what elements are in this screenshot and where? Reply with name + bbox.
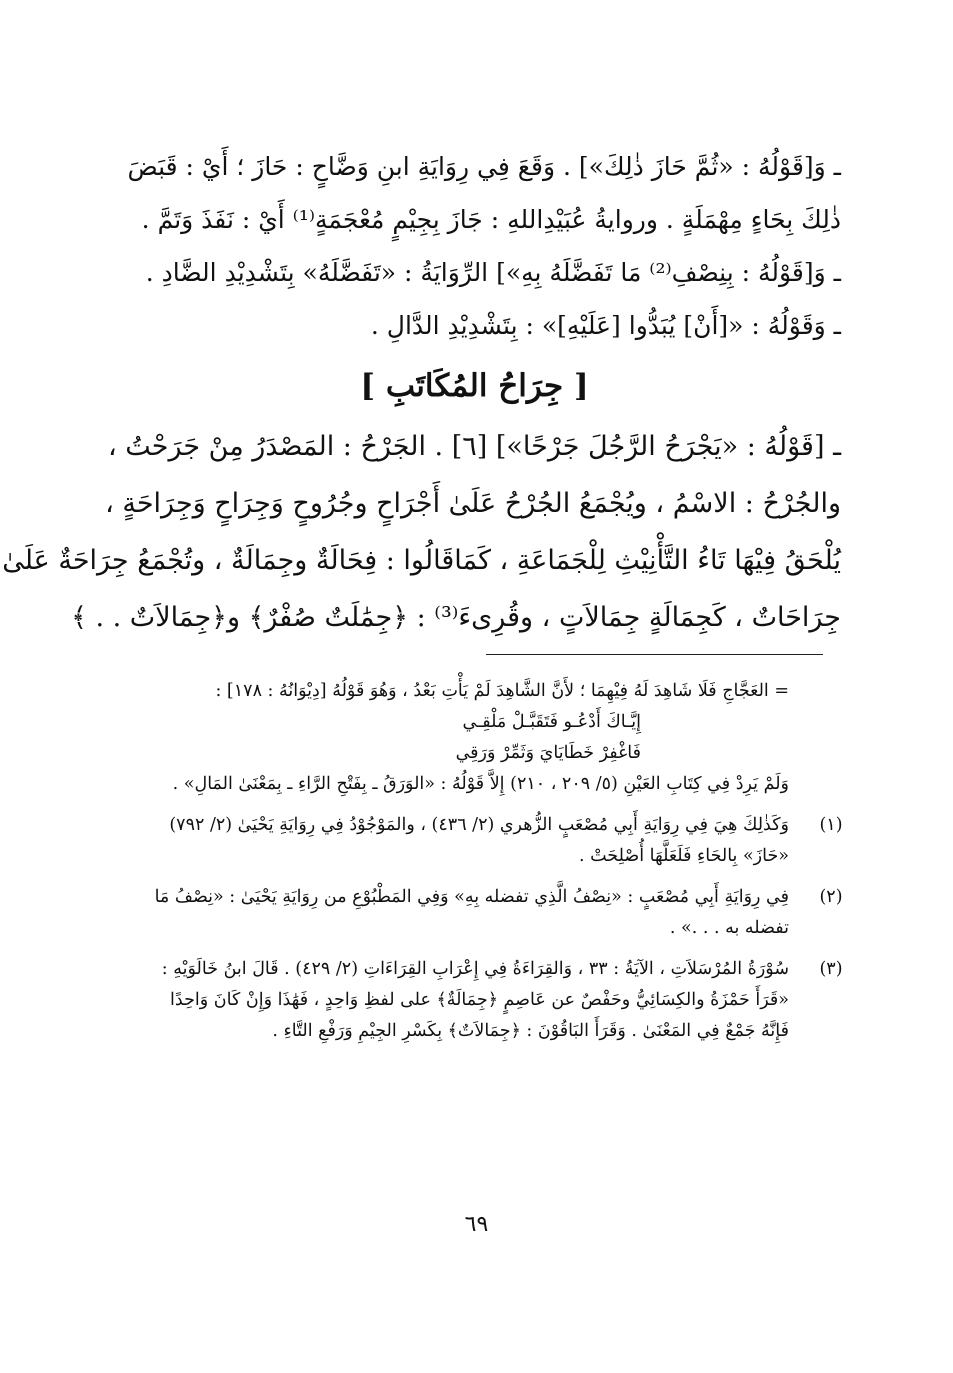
footnote-text-line: تفضله به . . .» . (669, 918, 789, 938)
text-line: ذٰلِكَ بِحَاءٍ مِهْمَلَةٍ . وروايةُ عُبَيْدِاللهِ : جَازَ بِجِيْمٍ مُعْجَمَةٍ⁽¹⁾ أَيْ : نَفَذَ وَتَمَّ . (141, 205, 841, 234)
footnote-number: (٣) (819, 959, 843, 979)
section-body (2, 418, 841, 646)
footnote-separator (486, 654, 823, 655)
footnote-number: (٢) (819, 887, 843, 907)
text-line: جِرَاحَاتٌ ، كَجِمَالَةٍ جِمَالاَتٍ ، وقُرِىءَ⁽³⁾ : ﴿جِمَٰلَتٌ صُفْرٌ﴾ و﴿جِمَالاَتٌ . . ﴾ (71, 602, 841, 633)
text-line: ـ [قَوْلُهُ : «يَجْرَحُ الرَّجُلَ جَرْحًا»] [٦] . الجَرْحُ : المَصْدَرُ مِنْ جَرَحْتُ ، (107, 431, 841, 462)
footnote-text-line: وَكَذٰلِكَ هِيَ فِي رِوَايَةِ أَبِي مُصْعَبٍ الزُّهري (٢/ ٤٣٦) ، والمَوْجُوْدُ فِي رِوَايَةِ يَحْيَىٰ (٢/ ٧٩٢) (169, 815, 789, 835)
text-line: ـ وَقَوْلُهُ : «[أَنْ] يُبَدُّوا [عَلَيْهِ]» : بِتَشْدِيْدِ الدَّالِ . (370, 311, 841, 340)
verse-line: فَاغْفِرْ خَطَايَايَ وَثَمِّرْ وَرَقِي (455, 743, 641, 763)
footnotes (108, 676, 841, 1047)
footnote-number: (١) (819, 815, 843, 835)
text-line: والجُرْحُ : الاسْمُ ، ويُجْمَعُ الجُرْحُ عَلَىٰ أَجْرَاحٍ وجُرُوحٍ وَجِرَاحٍ وَجِرَاحَةٍ ، (105, 488, 841, 519)
footnote-continuation-line: = العَجَّاجِ فَلَا شَاهِدَ لَهُ فِيْهِمَا ؛ لأَنَّ الشَّاهِدَ لَمْ يَأْتِ بَعْدُ ، وَهُوَ قَوْلُهُ [دِيْوَانُهُ : ١٧٨] : (215, 681, 789, 701)
main-text (2, 140, 841, 646)
footnote-3 (108, 954, 841, 985)
text-line: ـ وَ[قَوْلُهُ : بِنِصْفِ⁽²⁾ مَا تَفَضَّلَهُ بِهِ»] الرِّوَايَةُ : «تَفَضَّلَهُ» بِتَشْدِيْدِ الضَّادِ . (145, 258, 841, 287)
footnote-text-line: «قَرَأَ حَمْزَةُ والكِسَائِيُّ وحَفْصٌ عن عَاصِمٍ ﴿جِمَالَةٌ﴾ على لفظِ وَاحِدٍ ، فَهَٰذَا وَإِنْ كَانَ وَاحِدًا (170, 990, 789, 1010)
footnote-text-line: «حَازَ» بِالحَاءِ فَلَعَلَّهَا أُصْلِحَتْ . (578, 846, 789, 866)
footnote-1 (108, 810, 841, 841)
text-line: يُلْحَقُ فِيْهَا تَاءُ التَّأْنِيْثِ لِلْجَمَاعَةِ ، كَمَاقَالُوا : فِحَالَةٌ وجِمَالَةٌ ، وتُجْمَعُ جِرَاحَةٌ عَلَىٰ (2, 545, 841, 576)
footnote-continuation-line: وَلَمْ يَرِدْ فِي كِتَابِ العَيْنِ (٥/ ٢٠٩ ، ٢١٠) إِلاَّ قَوْلُهُ : «الوَرَقُ ـ بِفَتْحِ الرَّاءِ ـ بِمَعْنَىٰ المَالِ» . (172, 774, 789, 794)
footnote-text-line: فَإِنَّهُ جَمْعٌ فِي المَعْنَىٰ . وَقَرَأَ البَاقُوْنَ : ﴿جِمَالاَتٌ﴾ بِكَسْرِ الجِيْمِ وَرَفْعِ التَّاءِ . (272, 1021, 789, 1041)
page-number: ٦٩ (464, 1212, 489, 1237)
footnote-text-line: سُوْرَةُ المُرْسَلاَتِ ، الآيَةُ : ٣٣ ، وَالقِرَاءَةُ فِي إِعْرَابِ القِرَاءَاتِ (٢/ ٤٢٩) . قَالَ ابنُ خَالَوَيْهِ : (161, 959, 789, 979)
footnote-2 (108, 882, 841, 913)
verse-line: إِيَّـاكَ أَدْعُـو فَتَقَبَّـلْ مَلْقِـي (462, 712, 641, 732)
section-heading: [ جِرَاحُ المُكَاتَبِ ] (360, 368, 589, 404)
footnote-text-line: فِي رِوَايَةِ أَبِي مُصْعَبٍ : «نِصْفُ الَّذِي تفضله بِهِ» وَفِي المَطْبُوْعِ من رِوَايَةِ يَحْيَىٰ : «نِصْفُ مَا (154, 887, 789, 907)
text-line: ـ وَ[قَوْلُهُ : «ثُمَّ حَازَ ذٰلِكَ»] . وَقَعَ فِي رِوَايَةِ ابنِ وَضَّاحٍ : حَازَ ؛ أَيْ : قَبَضَ (127, 152, 841, 181)
